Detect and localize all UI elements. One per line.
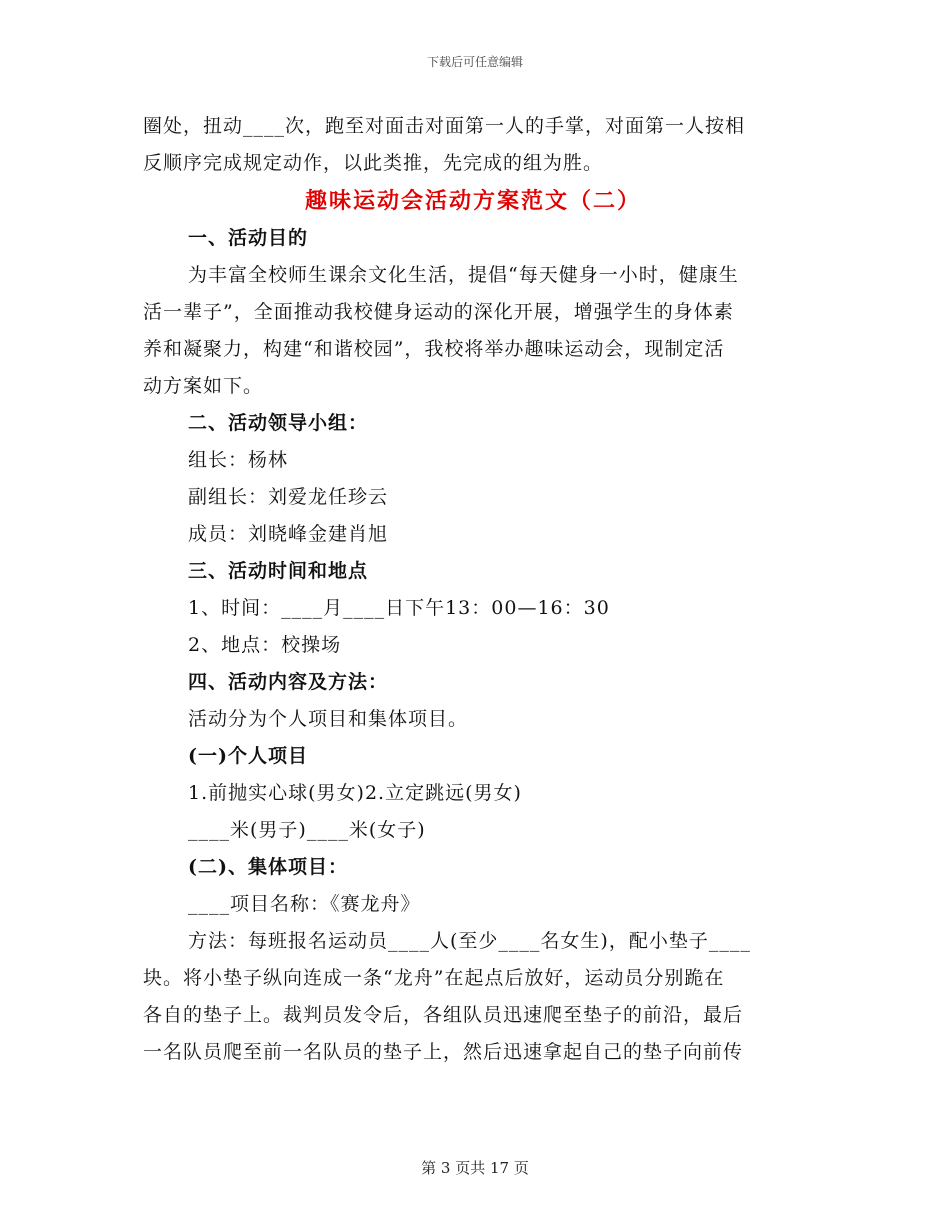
- leader-line: 组长：杨林: [188, 449, 289, 471]
- section-heading-leadership: 二、活动领导小组：: [188, 412, 369, 434]
- individual-items-line: 1.前抛实心球(男女)2.立定跳远(男女): [188, 782, 522, 804]
- group-heading: (二)、集体项目：: [188, 856, 348, 878]
- document-title: 趣味运动会活动方案范文（二）: [304, 188, 641, 214]
- section-heading-content: 四、活动内容及方法：: [188, 671, 389, 693]
- members-line: 成员：刘晓峰金建肖旭: [188, 523, 389, 545]
- method-line: 块。将小垫子纵向连成一条“龙舟”在起点后放好，运动员分别跪在: [143, 967, 725, 989]
- paragraph-line: 为丰富全校师生课余文化生活，提倡“每天健身一小时，健康生: [188, 264, 739, 286]
- page-header: 下载后可任意编辑: [426, 55, 523, 69]
- section-heading-purpose: 一、活动目的: [188, 227, 309, 249]
- page-footer: 第 3 页共 17 页: [421, 1159, 529, 1177]
- paragraph-line: 活一辈子”，全面推动我校健身运动的深化开展，增强学生的身体素: [143, 301, 734, 323]
- vice-leader-line: 副组长：刘爱龙任珍云: [188, 486, 389, 508]
- paragraph-line: 养和凝聚力，构建“和谐校园”，我校将举办趣味运动会，现制定活: [143, 338, 725, 360]
- individual-heading: (一)个人项目: [188, 745, 308, 767]
- intro-line: 圈处，扭动____次，跑至对面击对面第一人的手掌，对面第一人按相: [143, 115, 746, 137]
- section-heading-time-place: 三、活动时间和地点: [188, 560, 369, 582]
- method-line: 一名队员爬至前一名队员的垫子上，然后迅速拿起自己的垫子向前传: [143, 1041, 744, 1063]
- place-line: 2、地点：校操场: [188, 634, 342, 656]
- paragraph-line: 动方案如下。: [143, 375, 264, 397]
- group-name-line: ____项目名称：《赛龙舟》: [188, 893, 421, 915]
- time-line: 1、时间：____月____日下午13：00—16：30: [188, 597, 610, 619]
- individual-distance-line: ____米(男子)____米(女子): [188, 819, 426, 841]
- method-line: 方法：每班报名运动员____人(至少____名女生)，配小垫子____: [188, 930, 751, 952]
- document-body: [143, 108, 803, 1071]
- content-intro-line: 活动分为个人项目和集体项目。: [188, 708, 469, 730]
- method-line: 各自的垫子上。裁判员发令后，各组队员迅速爬至垫子的前沿，最后: [143, 1004, 744, 1026]
- intro-line: 反顺序完成规定动作，以此类推，先完成的组为胜。: [143, 152, 604, 174]
